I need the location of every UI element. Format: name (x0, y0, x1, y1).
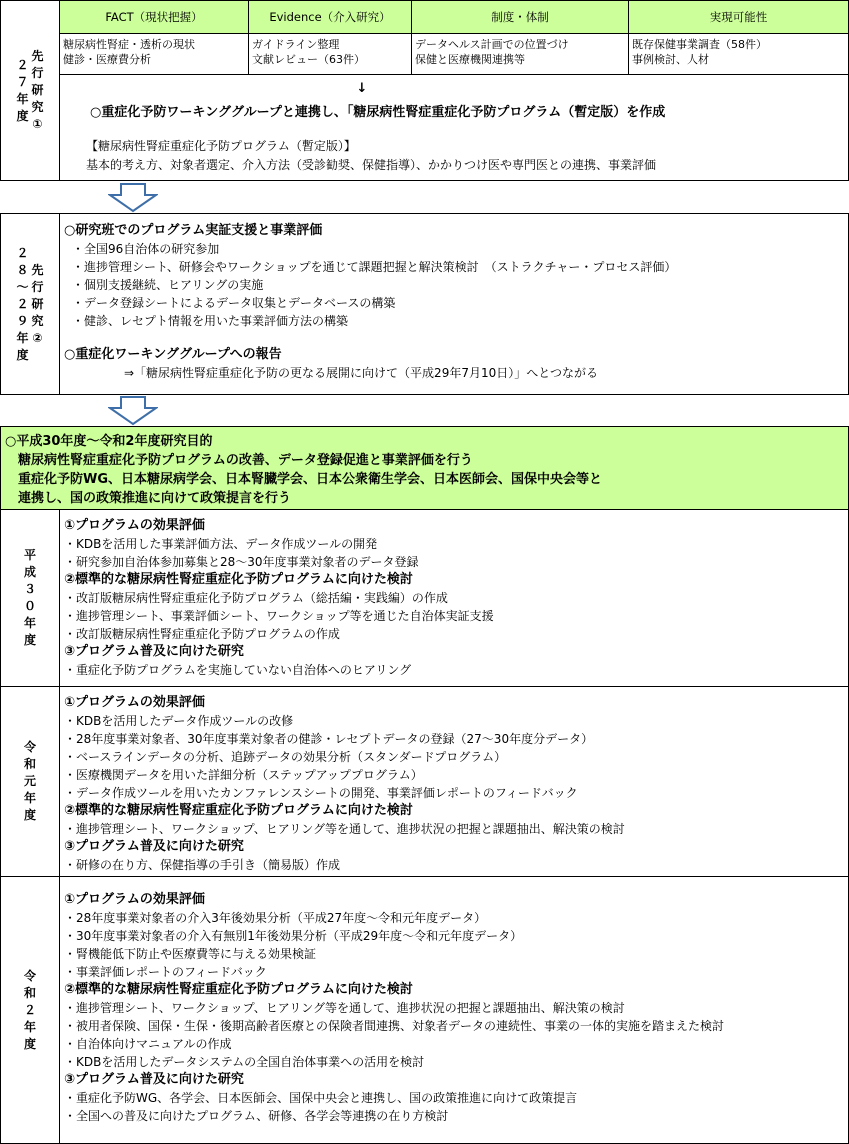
label-char: ～ (16, 279, 29, 294)
section1-label-year (16, 57, 28, 125)
list-item: ・進捗管理シート、研修会やワークショップを通じて課題把握と解決策検討 （ストラクチャー・プロセス評価） (72, 260, 677, 274)
cell-feasibility (628, 33, 849, 75)
cell-fact (59, 33, 249, 75)
program-main-line: ○重症化予防ワーキンググループと連携し、「糖尿病性腎症重症化予防プログラム（暫定版）を作成 (90, 105, 666, 120)
label-char: 究 (31, 100, 44, 114)
section-heading: ③プログラム普及に向けた研究 (64, 1072, 244, 1087)
label-char: ② (32, 330, 43, 345)
list-item: ・進捗管理シート、ワークショップ、ヒアリング等を通して、進捗状況の把握と課題抽出、解決策の検討 (64, 822, 625, 836)
label-char: 和 (23, 985, 36, 1000)
list-item: ・被用者保険、国保・生保・後期高齢者医療との保険者間連携、対象者データの連続性、事業の一体的実施を踏まえた検討 (64, 1019, 725, 1033)
list-item: ・重症化予防WG、各学会、日本医師会、国保中央会と連携し、国の政策推進に向けて政策提言 (64, 1091, 578, 1105)
label-char: 年 (23, 1019, 36, 1034)
section2-report: ⇒「糖尿病性腎症重症化予防の更なる展開に向けて（平成29年7月10日）」へとつながる (124, 366, 598, 380)
label-char: ① (32, 117, 43, 131)
purpose-line: 糖尿病性腎症重症化予防プログラムの改善、データ登録促進と事業評価を行う (5, 453, 473, 468)
label-char: 研 (31, 83, 44, 97)
label-char: 究 (31, 313, 44, 328)
section-heading: ②標準的な糖尿病性腎症重症化予防プログラムに向けた検討 (64, 803, 413, 818)
label-char: 度 (23, 633, 36, 647)
list-item: ・研修の在り方、保健指導の手引き（簡易版）作成 (64, 858, 341, 872)
cell-evidence (248, 33, 412, 75)
cell-fact-line: 健診・医療費分析 (63, 53, 151, 66)
label-char: 令 (23, 740, 36, 754)
label-char: ２ (16, 57, 29, 72)
label-char: 年 (16, 91, 29, 106)
section2-heading-1: ○研究班でのプログラム実証支援と事業評価 (64, 223, 323, 238)
label-char: 度 (16, 108, 29, 123)
list-item: ・重症化予防プログラムを実施していない自治体へのヒアリング (64, 663, 412, 677)
list-item: ・進捗管理シート、ワークショップ、ヒアリング等を通して、進捗状況の把握と課題抽出、解決策の検討 (64, 1001, 625, 1015)
label-char: ２ (16, 245, 29, 260)
cell-feasibility-line: 既存保健事業調査（58件） (632, 38, 767, 51)
list-item: ・進捗管理シート、事業評価シート、ワークショップ等を通じた自治体実証支援 (64, 609, 494, 623)
label-char: ８ (16, 262, 29, 277)
label-char: ２ (23, 1002, 36, 1017)
list-item: ・自治体向けマニュアルの作成 (64, 1037, 232, 1051)
label-char: ２ (16, 296, 29, 311)
r2-content (59, 876, 849, 1144)
cell-evidence-line: ガイドライン整理 (252, 38, 340, 51)
cell-system (411, 33, 629, 75)
header-system: 制度・体制 (411, 0, 629, 34)
list-item: ・事業評価レポートのフィードバック (64, 965, 267, 979)
label-char: 成 (23, 565, 36, 579)
down-arrow-icon: ↓ (356, 81, 368, 96)
r1-content (59, 686, 849, 877)
header-feasibility: 実現可能性 (628, 0, 849, 34)
list-item: ・データ作成ツールを用いたカンファレンスシートの開発、事業評価レポートのフィードバック (64, 786, 578, 800)
list-item: ・医療機関データを用いた詳細分析（ステップアッププログラム） (64, 768, 423, 782)
section-heading: ①プログラムの効果評価 (64, 695, 205, 710)
section-heading: ②標準的な糖尿病性腎症重症化予防プログラムに向けた検討 (64, 982, 413, 997)
label-char: ３ (23, 582, 36, 596)
cell-feasibility-line: 事例検討、人材 (632, 53, 709, 66)
section2-label-year (16, 245, 28, 364)
label-char: 度 (23, 808, 36, 822)
list-item: ・KDBを活用したデータシステムの全国自治体事業への活用を検討 (64, 1055, 425, 1069)
r2-label-text (24, 968, 36, 1053)
label-char: 年 (23, 791, 36, 805)
section-heading: ①プログラムの効果評価 (64, 518, 205, 533)
program-sub-title: 【糖尿病性腎症重症化予防プログラム（暫定版）】 (86, 139, 356, 153)
list-item: ・ベースラインデータの分析、追跡データの効果分析（スタンダードプログラム） (64, 750, 507, 764)
label-char: ０ (23, 599, 36, 613)
section-heading: ①プログラムの効果評価 (64, 892, 205, 907)
program-sub-body: 基本的考え方、対象者選定、介入方法（受診勧奨、保健指導）、かかりつけ医や専門医との連携、事業評価 (86, 158, 657, 172)
list-item: ・研究参加自治体参加募集と28～30年度事業対象者のデータ登録 (64, 555, 419, 569)
label-char: 先 (31, 49, 44, 63)
label-char: 平 (23, 548, 36, 562)
label-char: 行 (31, 66, 44, 80)
list-item: ・KDBを活用した事業評価方法、データ作成ツールの開発 (64, 537, 378, 551)
list-item: ・改訂版糖尿病性腎症重症化予防プログラム（総括編・実践編）の作成 (64, 591, 448, 605)
label-char: 度 (16, 347, 29, 362)
label-char: ７ (16, 74, 29, 89)
cell-system-line: 保健と医療機関連携等 (415, 53, 525, 66)
section2-item-list (64, 240, 844, 330)
label-char: ９ (16, 313, 29, 328)
section-heading: ③プログラム普及に向けた研究 (64, 839, 244, 854)
list-item: ・データ登録シートによるデータ収集とデータベースの構築 (72, 296, 396, 310)
section1-label-title (32, 48, 44, 133)
list-item: ・30年度事業対象者の介入有無別1年後効果分析（平成29年度～令和元年度データ） (64, 929, 523, 943)
list-item: ・28年度事業対象者の介入3年後効果分析（平成27年度～令和元年度データ） (64, 911, 487, 925)
list-item: ・28年度事業対象者、30年度事業対象者の健診・レセプトデータの登録（27～30年度分データ） (64, 732, 594, 746)
r1-label (0, 686, 60, 877)
label-char: 年 (16, 330, 29, 345)
purpose-line: 重症化予防WG、日本糖尿病学会、日本腎臓学会、日本公衆衛生学会、日本医師会、国保中央会等と (5, 472, 603, 487)
list-item: ・腎機能低下防止や医療費等に与える効果検証 (64, 947, 317, 961)
r2-label (0, 876, 60, 1144)
down-block-arrow-icon (108, 396, 158, 426)
label-char: 先 (31, 262, 44, 277)
purpose-line: ○平成30年度～令和2年度研究目的 (5, 434, 213, 449)
cell-fact-line: 糖尿病性腎症・透析の現状 (63, 38, 195, 51)
h30-label-text (24, 547, 36, 649)
section2-content (59, 213, 849, 395)
h30-content (59, 509, 849, 687)
header-fact: FACT（現状把握） (59, 0, 249, 34)
down-block-arrow-icon (108, 183, 158, 213)
list-item: ・全国への普及に向けたプログラム、研修、各学会等連携の在り方検討 (64, 1109, 449, 1123)
h30-label (0, 509, 60, 687)
label-char: 年 (23, 616, 36, 630)
label-char: 元 (23, 774, 36, 788)
cell-system-line: データヘルス計画での位置づけ (415, 38, 569, 51)
label-char: 和 (23, 757, 36, 771)
list-item: ・KDBを活用したデータ作成ツールの改修 (64, 714, 294, 728)
section2-label (0, 213, 60, 395)
section2-label-title (32, 262, 44, 347)
label-char: 研 (31, 296, 44, 311)
list-item: ・個別支援継続、ヒアリングの実施 (72, 278, 264, 292)
r1-label-text (24, 739, 36, 824)
purpose-box (0, 426, 849, 510)
label-char: 行 (31, 279, 44, 294)
list-item: ・改訂版糖尿病性腎症重症化予防プログラムの作成 (64, 627, 340, 641)
section-heading: ③プログラム普及に向けた研究 (64, 644, 244, 659)
list-item: ・全国96自治体の研究参加 (72, 242, 220, 256)
section1-label (0, 0, 60, 181)
cell-evidence-line: 文献レビュー（63件） (252, 53, 365, 66)
section1-program-box (59, 74, 849, 181)
section-heading: ②標準的な糖尿病性腎症重症化予防プログラムに向けた検討 (64, 572, 413, 587)
list-item: ・健診、レセプト情報を用いた事業評価方法の構築 (72, 314, 349, 328)
label-char: 度 (23, 1036, 36, 1051)
section2-heading-2: ○重症化ワーキンググループへの報告 (64, 347, 282, 362)
purpose-line: 連携し、国の政策推進に向けて政策提言を行う (5, 491, 292, 506)
label-char: 令 (23, 968, 36, 983)
header-evidence: Evidence（介入研究） (248, 0, 412, 34)
